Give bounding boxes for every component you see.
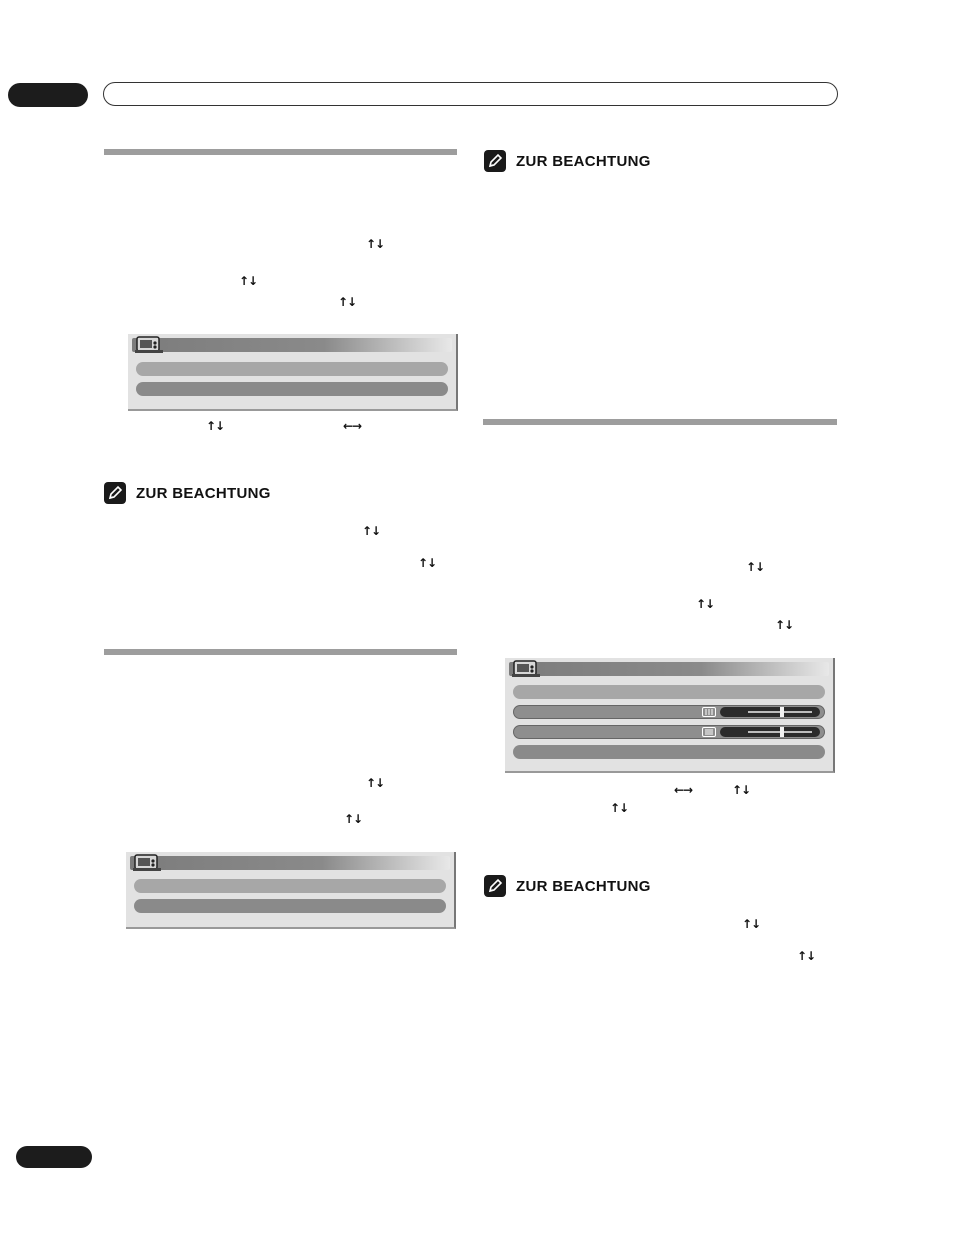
chapter-tab [8, 83, 88, 107]
tv-menu-icon [510, 659, 544, 679]
osd-menu-row-selected[interactable] [136, 382, 448, 396]
note-title: ZUR BEACHTUNG [516, 877, 651, 895]
osd-menu-row[interactable] [136, 362, 448, 376]
arrow-left-right-icon: ←→ [674, 783, 693, 797]
arrow-up-down-icon: ↑↓ [366, 237, 385, 251]
osd-menu-row[interactable] [513, 745, 825, 759]
arrow-up-down-icon: ↑↓ [344, 812, 363, 826]
osd-menu-2 [126, 852, 456, 929]
header-bar [103, 82, 838, 106]
pencil-icon [104, 482, 126, 504]
arrow-up-down-icon: ↑↓ [418, 556, 437, 570]
osd-menu-row[interactable] [134, 879, 446, 893]
arrow-up-down-icon: ↑↓ [366, 776, 385, 790]
arrow-up-down-icon: ↑↓ [746, 560, 765, 574]
arrow-up-down-icon: ↑↓ [338, 295, 357, 309]
osd-slider-row[interactable] [513, 725, 825, 739]
osd-title-bar [132, 338, 452, 352]
arrow-up-down-icon: ↑↓ [610, 801, 629, 815]
arrow-up-down-icon: ↑↓ [732, 783, 751, 797]
vertical-lines-icon [702, 707, 716, 717]
arrow-up-down-icon: ↑↓ [742, 917, 761, 931]
tv-menu-icon [131, 853, 165, 873]
osd-slider-row[interactable] [513, 705, 825, 719]
note-title: ZUR BEACHTUNG [516, 152, 651, 170]
horizontal-lines-icon [702, 727, 716, 737]
tv-menu-icon [133, 335, 167, 355]
note-heading-1 [104, 482, 271, 504]
slider-track[interactable] [720, 707, 820, 717]
pencil-icon [484, 875, 506, 897]
arrow-up-down-icon: ↑↓ [696, 597, 715, 611]
pencil-icon [484, 150, 506, 172]
section-rule-1 [104, 149, 457, 155]
arrow-up-down-icon: ↑↓ [206, 419, 225, 433]
osd-title-bar [130, 856, 450, 870]
note-heading-2 [484, 150, 651, 172]
osd-menu-1 [128, 334, 458, 411]
osd-menu-row-selected[interactable] [134, 899, 446, 913]
note-heading-3 [484, 875, 651, 897]
arrow-left-right-icon: ←→ [343, 419, 362, 433]
page-number-tab [16, 1146, 92, 1168]
osd-title-bar [509, 662, 829, 676]
slider-knob[interactable] [780, 707, 784, 717]
section-rule-2 [104, 649, 457, 655]
slider-knob[interactable] [780, 727, 784, 737]
osd-menu-row[interactable] [513, 685, 825, 699]
section-rule-3 [483, 419, 837, 425]
slider-track[interactable] [720, 727, 820, 737]
arrow-up-down-icon: ↑↓ [797, 949, 816, 963]
arrow-up-down-icon: ↑↓ [362, 524, 381, 538]
arrow-up-down-icon: ↑↓ [775, 618, 794, 632]
arrow-up-down-icon: ↑↓ [239, 274, 258, 288]
note-title: ZUR BEACHTUNG [136, 484, 271, 502]
osd-menu-3 [505, 658, 835, 773]
